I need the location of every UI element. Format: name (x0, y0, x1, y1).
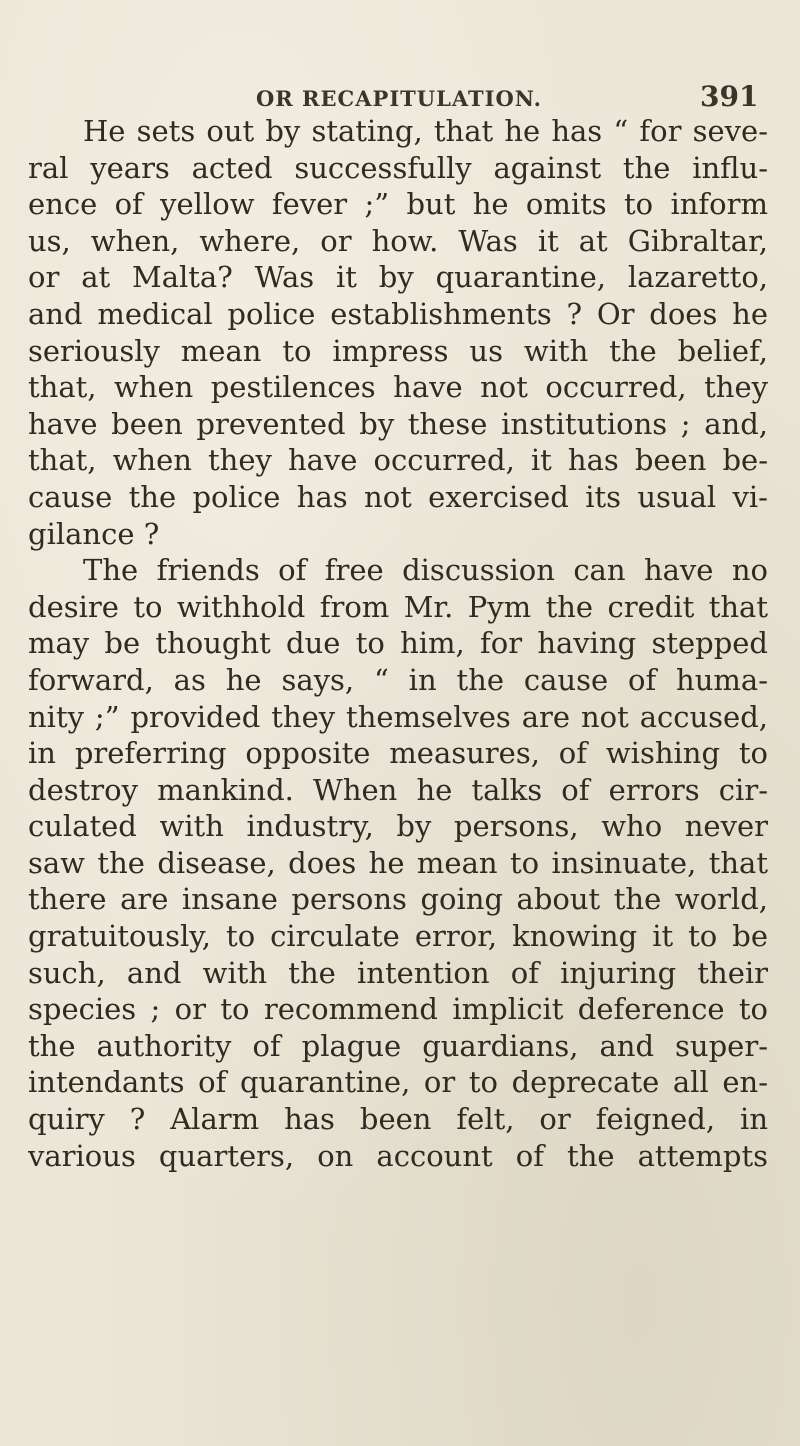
text-line: quiry ? Alarm has been felt, or feigned, in (28, 1102, 768, 1137)
text-line: may be thought due to him, for having stepped (28, 626, 768, 661)
text-line: the authority of plague guardians, and super- (28, 1028, 768, 1063)
text-line: various quarters, on account of the attempts (28, 1138, 768, 1173)
text-line: there are insane persons going about the world, (28, 882, 768, 917)
text-line: gratuitously, to circulate error, knowing it to be (28, 919, 768, 954)
text-line: such, and with the intention of injuring their (28, 955, 768, 990)
text-line: ence of yellow fever ;” but he omits to inform (28, 187, 768, 222)
body-text (28, 113, 768, 1174)
running-title: OR RECAPITULATION. (256, 86, 542, 111)
text-line: nity ;” provided they themselves are not accused, (28, 699, 768, 734)
text-line: ral years acted successfully against the influ- (28, 150, 768, 185)
text-line: us, when, where, or how. Was it at Gibraltar, (28, 223, 768, 258)
paragraph-2 (28, 552, 768, 1174)
page-number: 391 (700, 80, 759, 113)
text-line: species ; or to recommend implicit deference to (28, 992, 768, 1027)
text-line: that, when they have occurred, it has been be- (28, 443, 768, 478)
text-line: saw the disease, does he mean to insinuate, that (28, 845, 768, 880)
text-line: and medical police establishments ? Or does he (28, 296, 768, 331)
text-line: that, when pestilences have not occurred, they (28, 370, 768, 405)
text-line: in preferring opposite measures, of wishing to (28, 736, 768, 771)
text-line: seriously mean to impress us with the belief, (28, 333, 768, 368)
text-line: The friends of free discussion can have no (83, 553, 768, 588)
text-line: or at Malta? Was it by quarantine, lazaretto, (28, 260, 768, 295)
text-line: forward, as he says, “ in the cause of huma- (28, 662, 768, 697)
text-line: gilance ? (28, 516, 160, 551)
text-line: He sets out by stating, that he has “ for seve- (83, 114, 768, 148)
text-line: intendants of quarantine, or to deprecate all en- (28, 1065, 768, 1100)
text-line: culated with industry, by persons, who never (28, 809, 768, 844)
paragraph-1 (28, 113, 768, 552)
text-line: have been prevented by these institutions ; and, (28, 406, 768, 441)
text-line: cause the police has not exercised its usual vi- (28, 479, 768, 514)
text-line: desire to withhold from Mr. Pym the credit that (28, 589, 768, 624)
text-line: destroy mankind. When he talks of errors cir- (28, 772, 768, 807)
